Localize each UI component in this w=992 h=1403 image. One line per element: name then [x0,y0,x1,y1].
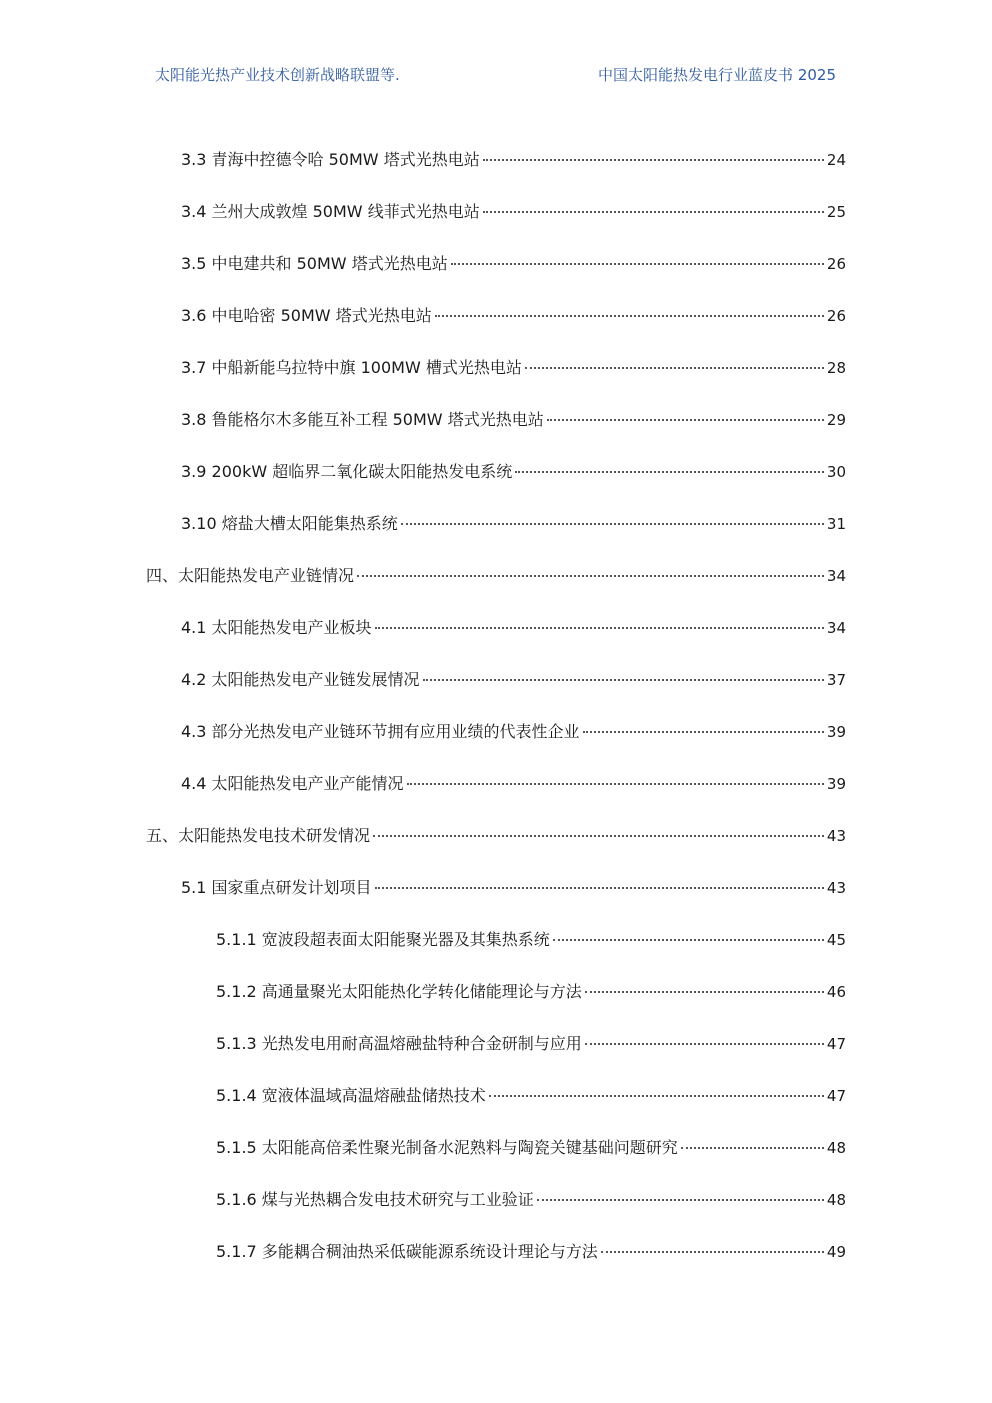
toc-entry-page-number: 24 [826,151,846,169]
toc-entry[interactable] [0,1226,992,1278]
toc-dot-leader [483,211,824,213]
toc-entry-page-number: 46 [826,983,846,1001]
page-header [0,64,992,88]
toc-entry[interactable] [0,862,992,914]
toc-entry-page-number: 48 [826,1191,846,1209]
toc-dot-leader [451,263,824,265]
toc-entry[interactable] [0,1018,992,1070]
toc-entry-page-number: 47 [826,1035,846,1053]
toc-entry-page-number: 29 [826,411,846,429]
toc-entry-page-number: 37 [826,671,846,689]
toc-entry[interactable] [0,1070,992,1122]
table-of-contents [0,134,992,1278]
toc-entry-title: 5.1 国家重点研发计划项目 [181,878,372,897]
toc-entry-title: 5.1.2 高通量聚光太阳能热化学转化储能理论与方法 [216,982,582,1001]
toc-entry-title: 五、太阳能热发电技术研发情况 [146,826,371,845]
toc-entry-title: 5.1.3 光热发电用耐高温熔融盐特种合金研制与应用 [216,1034,582,1053]
toc-dot-leader [407,783,824,785]
toc-dot-leader [681,1147,824,1149]
toc-entry-page-number: 31 [826,515,846,533]
toc-entry-title: 5.1.6 煤与光热耦合发电技术研究与工业验证 [216,1190,534,1209]
toc-entry-title: 3.9 200kW 超临界二氧化碳太阳能热发电系统 [181,462,513,481]
toc-entry-title: 5.1.4 宽液体温域高温熔融盐储热技术 [216,1086,486,1105]
toc-entry[interactable] [0,1122,992,1174]
toc-entry-title: 5.1.5 太阳能高倍柔性聚光制备水泥熟料与陶瓷关键基础问题研究 [216,1138,678,1157]
toc-dot-leader [601,1251,824,1253]
toc-dot-leader [423,679,824,681]
toc-dot-leader [583,731,824,733]
toc-entry-page-number: 43 [826,879,846,897]
toc-dot-leader [537,1199,824,1201]
toc-entry[interactable] [0,602,992,654]
toc-dot-leader [375,627,824,629]
toc-dot-leader [553,939,824,941]
toc-dot-leader [515,471,824,473]
toc-entry[interactable] [0,238,992,290]
toc-entry-page-number: 25 [826,203,846,221]
toc-entry-page-number: 48 [826,1139,846,1157]
toc-entry[interactable] [0,550,992,602]
toc-entry-page-number: 47 [826,1087,846,1105]
toc-entry[interactable] [0,706,992,758]
toc-entry[interactable] [0,186,992,238]
toc-entry-title: 4.3 部分光热发电产业链环节拥有应用业绩的代表性企业 [181,722,580,741]
toc-dot-leader [585,1043,824,1045]
toc-entry-page-number: 45 [826,931,846,949]
toc-entry[interactable] [0,914,992,966]
toc-entry[interactable] [0,342,992,394]
toc-dot-leader [483,159,824,161]
toc-entry-page-number: 30 [826,463,846,481]
toc-dot-leader [357,575,824,577]
toc-dot-leader [525,367,824,369]
toc-entry-page-number: 34 [826,619,846,637]
toc-entry[interactable] [0,966,992,1018]
toc-dot-leader [489,1095,824,1097]
toc-entry-title: 四、太阳能热发电产业链情况 [146,566,355,585]
toc-dot-leader [373,835,824,837]
toc-entry[interactable] [0,394,992,446]
toc-entry[interactable] [0,810,992,862]
header-organization: 太阳能光热产业技术创新战略联盟等. [155,66,400,84]
toc-entry-title: 4.4 太阳能热发电产业产能情况 [181,774,404,793]
toc-dot-leader [401,523,824,525]
toc-entry-title: 3.5 中电建共和 50MW 塔式光热电站 [181,254,448,273]
toc-entry-title: 5.1.7 多能耦合稠油热采低碳能源系统设计理论与方法 [216,1242,598,1261]
toc-entry[interactable] [0,498,992,550]
header-document-title: 中国太阳能热发电行业蓝皮书 2025 [598,66,836,84]
toc-entry-page-number: 26 [826,307,846,325]
toc-entry[interactable] [0,446,992,498]
toc-entry-page-number: 43 [826,827,846,845]
toc-entry[interactable] [0,134,992,186]
toc-entry-title: 4.1 太阳能热发电产业板块 [181,618,372,637]
toc-dot-leader [547,419,824,421]
toc-entry[interactable] [0,1174,992,1226]
toc-entry[interactable] [0,654,992,706]
toc-dot-leader [435,315,824,317]
toc-entry-title: 3.3 青海中控德令哈 50MW 塔式光热电站 [181,150,480,169]
toc-entry-title: 4.2 太阳能热发电产业链发展情况 [181,670,420,689]
toc-entry-title: 3.6 中电哈密 50MW 塔式光热电站 [181,306,432,325]
toc-entry-page-number: 34 [826,567,846,585]
toc-entry-page-number: 49 [826,1243,846,1261]
toc-entry-title: 3.7 中船新能乌拉特中旗 100MW 槽式光热电站 [181,358,522,377]
toc-entry-title: 5.1.1 宽波段超表面太阳能聚光器及其集热系统 [216,930,550,949]
toc-entry[interactable] [0,290,992,342]
toc-entry-page-number: 39 [826,775,846,793]
toc-entry-title: 3.4 兰州大成敦煌 50MW 线菲式光热电站 [181,202,480,221]
toc-entry-page-number: 26 [826,255,846,273]
toc-entry[interactable] [0,758,992,810]
toc-dot-leader [375,887,824,889]
toc-entry-page-number: 28 [826,359,846,377]
toc-entry-title: 3.10 熔盐大槽太阳能集热系统 [181,514,398,533]
toc-entry-title: 3.8 鲁能格尔木多能互补工程 50MW 塔式光热电站 [181,410,544,429]
toc-entry-page-number: 39 [826,723,846,741]
toc-dot-leader [585,991,824,993]
